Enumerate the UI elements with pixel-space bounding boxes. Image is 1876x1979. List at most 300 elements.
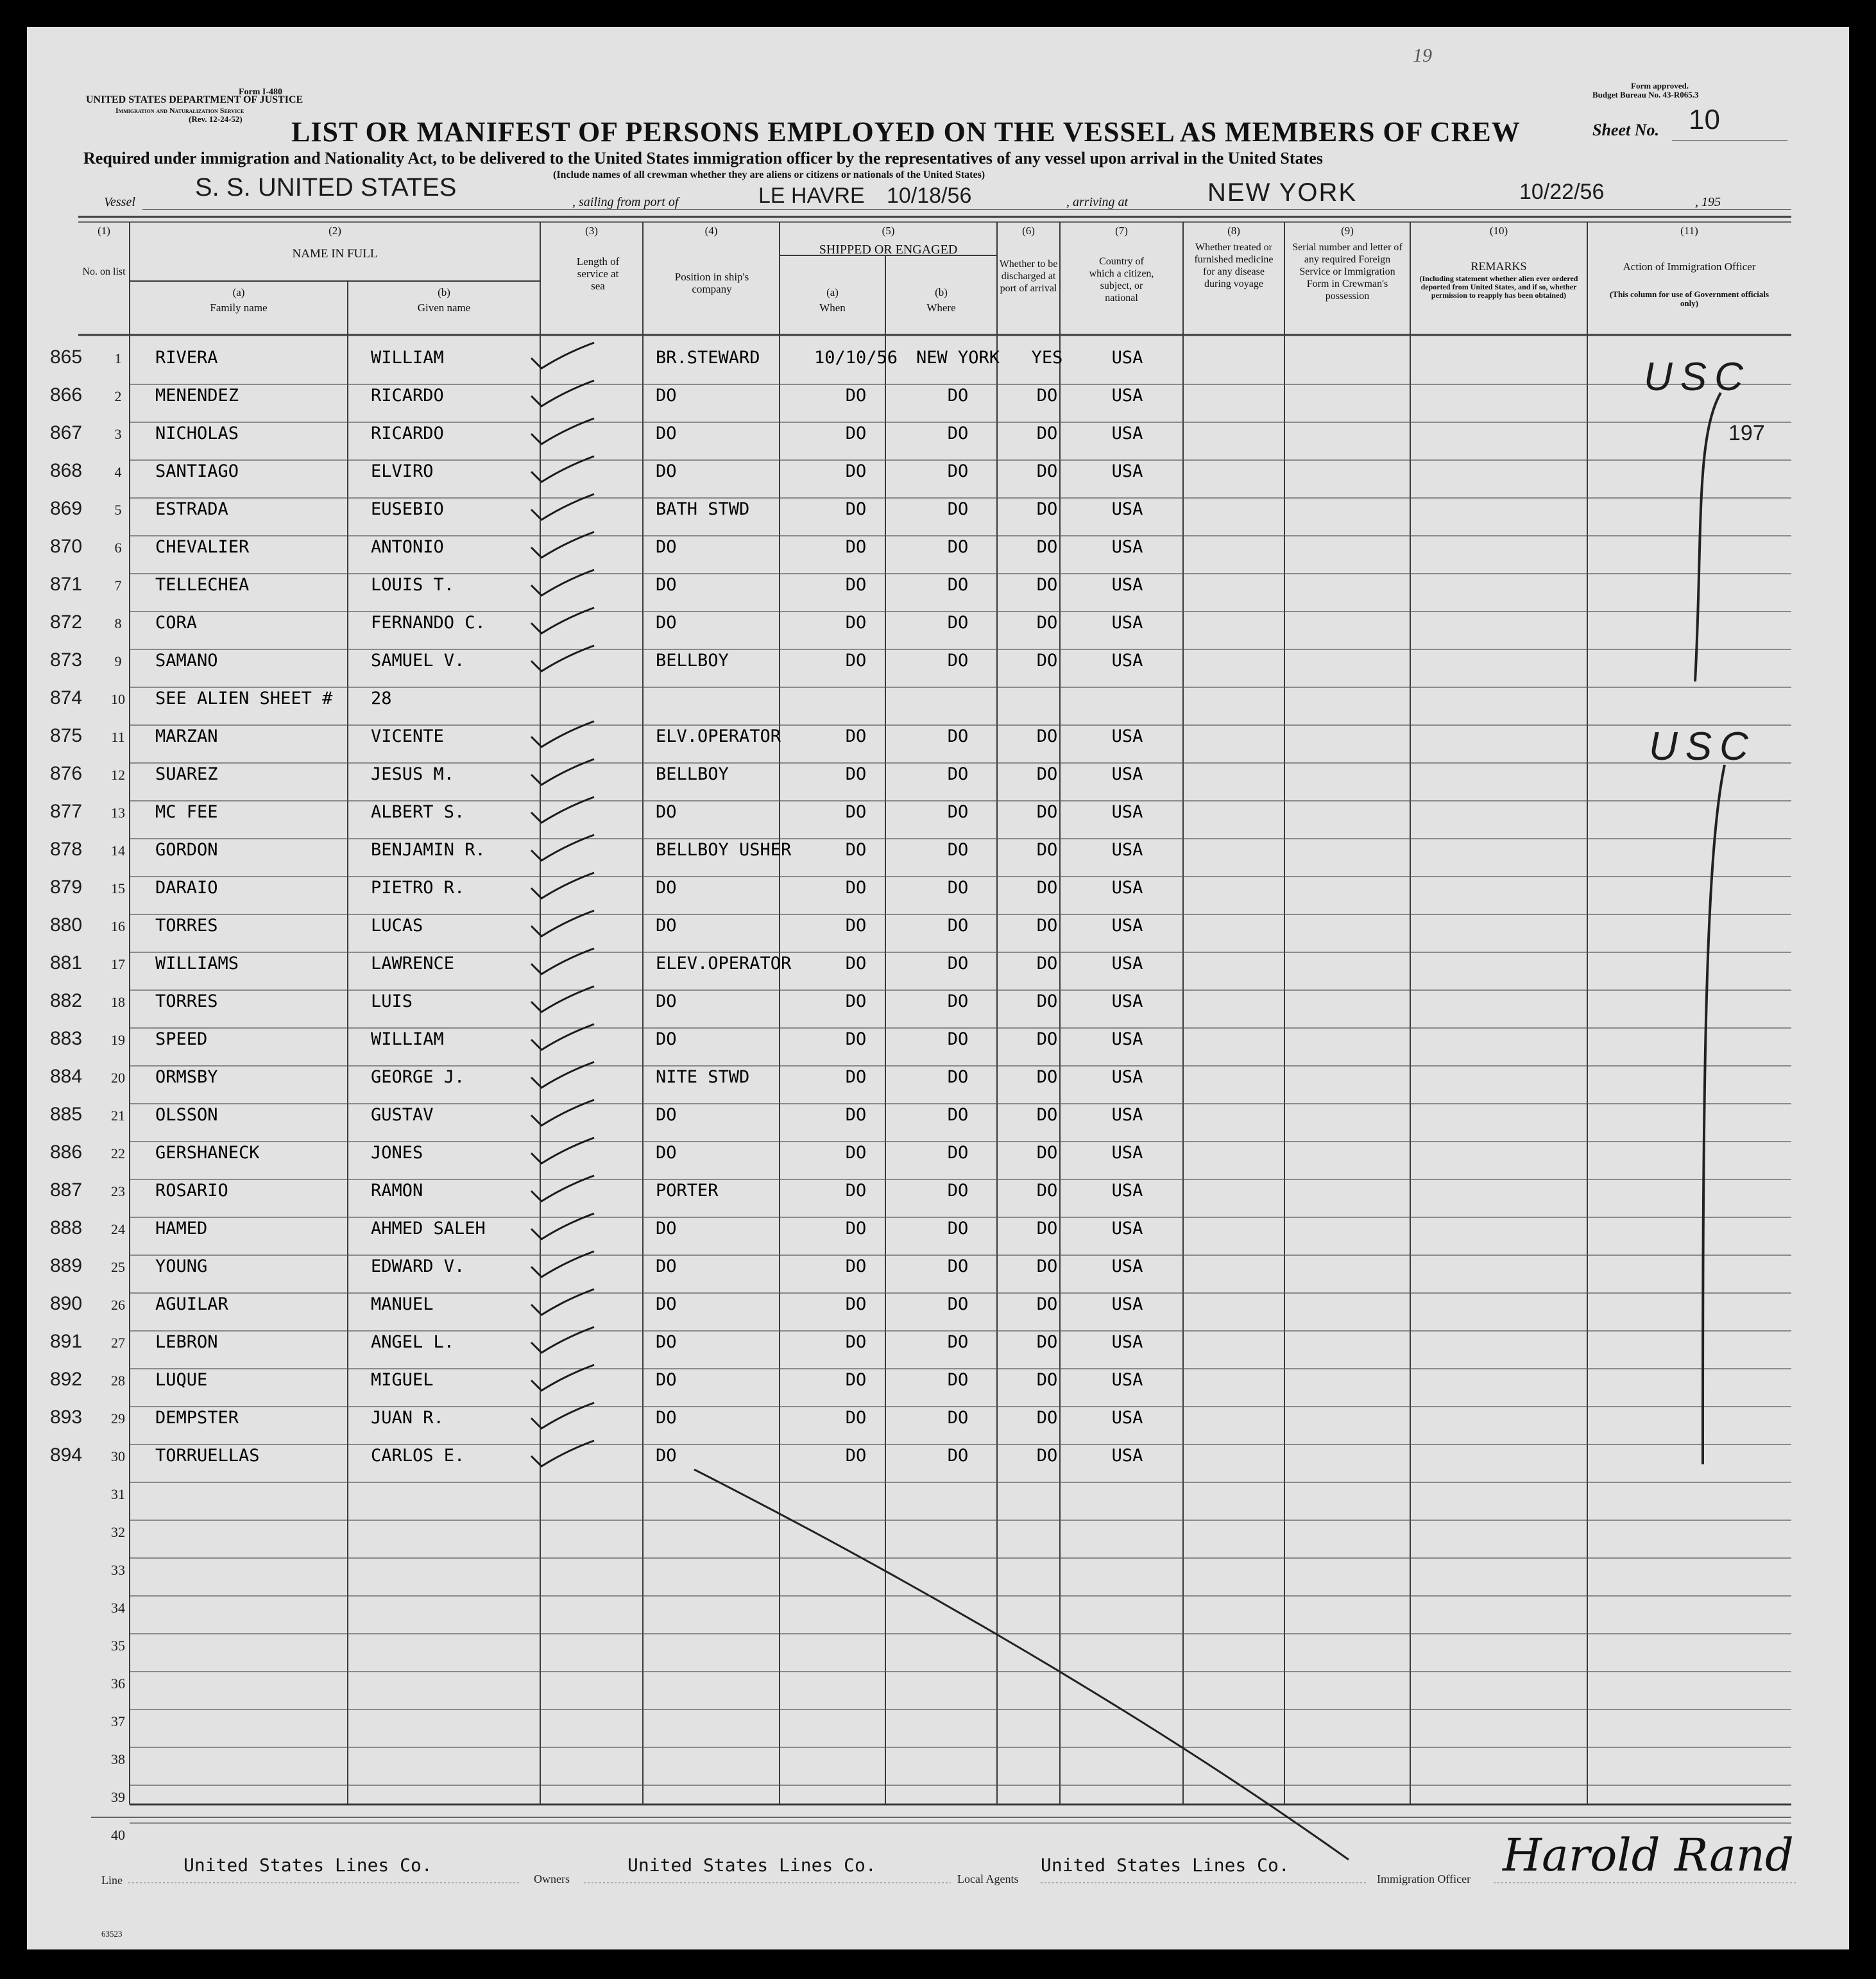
- discharged: DO: [1036, 1408, 1058, 1428]
- given-name: LUCAS: [371, 916, 423, 936]
- row-line-number: 37: [111, 1713, 125, 1729]
- col8-label: Whether treated or furnished medicine for any disease during voyage: [1194, 242, 1274, 289]
- given-name: VICENTE: [371, 726, 444, 746]
- col2b-number: (b): [438, 286, 450, 298]
- position: BELLBOY: [656, 651, 729, 671]
- shipped-when: DO: [845, 424, 867, 443]
- row-seq-number: 876: [50, 763, 83, 784]
- col5a-number: (a): [826, 286, 839, 298]
- sailing-label: , sailing from port of: [572, 195, 679, 209]
- form-number: Form I-480: [239, 87, 283, 97]
- row-line-number: 20: [111, 1070, 125, 1086]
- family-name: TORRUELLAS: [155, 1446, 260, 1466]
- row-line-number: 24: [111, 1221, 125, 1237]
- discharged: DO: [1036, 1143, 1058, 1163]
- country: USA: [1111, 916, 1143, 936]
- revision: (Rev. 12-24-52): [189, 114, 243, 124]
- position: BELLBOY: [656, 764, 729, 784]
- given-name: BENJAMIN R.: [371, 840, 486, 860]
- family-name: DARAIO: [155, 878, 218, 898]
- shipped-when: DO: [845, 1181, 867, 1201]
- shipped-when: DO: [845, 461, 867, 481]
- row-seq-number: 883: [50, 1028, 83, 1049]
- given-name: MIGUEL: [371, 1370, 434, 1390]
- family-name: YOUNG: [155, 1256, 208, 1276]
- country: USA: [1111, 461, 1143, 481]
- discharged: DO: [1036, 1219, 1058, 1238]
- position: BELLBOY USHER: [656, 840, 792, 860]
- row-line-number: 13: [111, 805, 125, 821]
- position: DO: [656, 1370, 677, 1390]
- row-line-number: 2: [114, 388, 122, 404]
- family-name: SUAREZ: [155, 764, 218, 784]
- family-name: AGUILAR: [155, 1294, 228, 1314]
- country: USA: [1111, 1332, 1143, 1352]
- discharged: DO: [1036, 1256, 1058, 1276]
- country: USA: [1111, 613, 1143, 633]
- shipped-when: DO: [845, 764, 867, 784]
- given-name: GUSTAV: [371, 1105, 434, 1125]
- position: DO: [656, 461, 677, 481]
- vessel-label: Vessel: [104, 195, 135, 209]
- shipped-when: DO: [845, 613, 867, 633]
- position: DO: [656, 537, 677, 557]
- col5-number: (5): [882, 225, 895, 237]
- position: DO: [656, 1408, 677, 1428]
- country: USA: [1111, 764, 1143, 784]
- row-seq-number: 878: [50, 839, 83, 860]
- given-name: RAMON: [371, 1181, 423, 1201]
- row-seq-number: 870: [50, 536, 83, 557]
- row-line-number: 19: [111, 1032, 125, 1048]
- country: USA: [1111, 1294, 1143, 1314]
- shipped-when: DO: [845, 954, 867, 973]
- shipped-where: DO: [947, 1219, 969, 1238]
- form-title: LIST OR MANIFEST OF PERSONS EMPLOYED ON THE VESSEL AS MEMBERS OF CREW: [291, 116, 1521, 148]
- agents-label: Local Agents: [957, 1872, 1019, 1885]
- col11-label: Action of Immigration Officer: [1623, 261, 1756, 273]
- shipped-when: DO: [845, 1370, 867, 1390]
- department: UNITED STATES DEPARTMENT OF JUSTICE: [86, 94, 303, 105]
- row-seq-number: 874: [50, 687, 83, 708]
- col1-label: No. on list: [82, 266, 126, 277]
- country: USA: [1111, 1029, 1143, 1049]
- discharged: DO: [1036, 386, 1058, 406]
- discharged: DO: [1036, 991, 1058, 1011]
- shipped-when: DO: [845, 1067, 867, 1087]
- row-seq-number: 865: [50, 347, 83, 368]
- sheet-number: 10: [1689, 104, 1720, 135]
- position: DO: [656, 1294, 677, 1314]
- position: ELEV.OPERATOR: [656, 954, 792, 973]
- col5b-label: Where: [926, 302, 956, 314]
- shipped-where: DO: [947, 878, 969, 898]
- row-line-number: 17: [111, 956, 125, 972]
- shipped-where: DO: [947, 1294, 969, 1314]
- row-line-number: 32: [111, 1524, 125, 1540]
- given-name: WILLIAM: [371, 1029, 444, 1049]
- shipped-where: DO: [947, 1029, 969, 1049]
- row-line-number: 28: [111, 1373, 125, 1389]
- row-seq-number: 892: [50, 1369, 83, 1390]
- officer-usc-mark-1: USC: [1644, 355, 1751, 399]
- col9-label: Serial number and letter of any required Foreign Service or Immigration Form in Crewman's possession: [1292, 242, 1403, 302]
- country: USA: [1111, 1181, 1143, 1201]
- row-seq-number: 885: [50, 1104, 83, 1125]
- position: DO: [656, 916, 677, 936]
- country: USA: [1111, 1408, 1143, 1428]
- family-name: MC FEE: [155, 802, 218, 822]
- form-note: (Include names of all crewman whether they are aliens or citizens or nationals of the United States): [553, 169, 985, 180]
- row-line-number: 31: [111, 1486, 125, 1502]
- row-line-number: 4: [114, 464, 122, 480]
- given-name: JESUS M.: [371, 764, 455, 784]
- port-to: NEW YORK: [1207, 178, 1358, 207]
- col11-note: (This column for use of Government officials only): [1609, 289, 1769, 308]
- given-name: AHMED SALEH: [371, 1219, 486, 1238]
- given-name: LAWRENCE: [371, 954, 455, 973]
- given-name: EDWARD V.: [371, 1256, 465, 1276]
- family-name: TELLECHEA: [155, 575, 250, 595]
- col5-label: SHIPPED OR ENGAGED: [819, 243, 958, 257]
- row-line-number: 12: [111, 767, 125, 783]
- country: USA: [1111, 386, 1143, 406]
- country: USA: [1111, 1256, 1143, 1276]
- discharged: DO: [1036, 1105, 1058, 1125]
- family-name: ROSARIO: [155, 1181, 228, 1201]
- position: DO: [656, 1256, 677, 1276]
- discharged: DO: [1036, 954, 1058, 973]
- family-name: GORDON: [155, 840, 218, 860]
- family-name: TORRES: [155, 991, 218, 1011]
- col7-number: (7): [1115, 225, 1128, 237]
- row-seq-number: 869: [50, 498, 83, 519]
- country: USA: [1111, 499, 1143, 519]
- col8-number: (8): [1227, 225, 1240, 237]
- country: USA: [1111, 878, 1143, 898]
- arriving-label: , arriving at: [1066, 195, 1129, 209]
- col3-label: Length of service at sea: [576, 255, 620, 292]
- shipped-where: DO: [947, 1105, 969, 1125]
- shipped-where: DO: [947, 424, 969, 443]
- discharged: DO: [1036, 1294, 1058, 1314]
- country: USA: [1111, 1067, 1143, 1087]
- row-line-number: 40: [111, 1827, 125, 1843]
- shipped-where: DO: [947, 1256, 969, 1276]
- sheet-label: Sheet No.: [1592, 121, 1659, 139]
- row-seq-number: 877: [50, 801, 83, 822]
- row-line-number: 22: [111, 1145, 125, 1161]
- form-approved: Form approved.: [1631, 81, 1689, 90]
- shipped-when: DO: [845, 726, 867, 746]
- position: DO: [656, 575, 677, 595]
- shipped-where: DO: [947, 1370, 969, 1390]
- row-seq-number: 886: [50, 1142, 83, 1163]
- row-line-number: 5: [114, 502, 122, 518]
- shipped-when: DO: [845, 575, 867, 595]
- shipped-when: DO: [845, 916, 867, 936]
- col2a-number: (a): [232, 286, 245, 298]
- row-line-number: 34: [111, 1600, 125, 1616]
- row-line-number: 11: [111, 729, 125, 745]
- col11-number: (11): [1680, 225, 1698, 237]
- given-name: EUSEBIO: [371, 499, 444, 519]
- shipped-where: DO: [947, 651, 969, 671]
- position: DO: [656, 1143, 677, 1163]
- row-line-number: 10: [111, 691, 125, 707]
- given-name: SAMUEL V.: [371, 651, 465, 671]
- shipped-where: DO: [947, 840, 969, 860]
- row-seq-number: 880: [50, 914, 83, 936]
- shipped-when: DO: [845, 802, 867, 822]
- row-line-number: 1: [114, 350, 122, 366]
- shipped-where: DO: [947, 726, 969, 746]
- discharged: DO: [1036, 424, 1058, 443]
- shipped-when: DO: [845, 537, 867, 557]
- given-name: JUAN R.: [371, 1408, 444, 1428]
- given-name: ANTONIO: [371, 537, 444, 557]
- row-line-number: 16: [111, 918, 125, 934]
- top-mark: 19: [1413, 45, 1432, 66]
- given-name: ANGEL L.: [371, 1332, 455, 1352]
- row-seq-number: 887: [50, 1179, 83, 1201]
- row-line-number: 3: [114, 426, 122, 442]
- family-name: ORMSBY: [155, 1067, 218, 1087]
- shipped-where: DO: [947, 1143, 969, 1163]
- country: USA: [1111, 1143, 1143, 1163]
- position: NITE STWD: [656, 1067, 750, 1087]
- position: DO: [656, 613, 677, 633]
- family-name: NICHOLAS: [155, 424, 239, 443]
- row-seq-number: 888: [50, 1217, 83, 1238]
- row-line-number: 38: [111, 1751, 125, 1767]
- country: USA: [1111, 424, 1143, 443]
- shipped-when: DO: [845, 840, 867, 860]
- shipped-where: DO: [947, 537, 969, 557]
- officer-count-mark: 197: [1728, 421, 1765, 445]
- row-line-number: 23: [111, 1183, 125, 1199]
- service-name: Immigration and Naturalization Service: [115, 106, 244, 115]
- shipped-when: DO: [845, 1408, 867, 1428]
- discharged: DO: [1036, 764, 1058, 784]
- family-name: DEMPSTER: [155, 1408, 239, 1428]
- col1-number: (1): [98, 225, 110, 237]
- shipped-when: DO: [845, 651, 867, 671]
- shipped-when: DO: [845, 991, 867, 1011]
- country: USA: [1111, 954, 1143, 973]
- discharged: DO: [1036, 802, 1058, 822]
- shipped-where: DO: [947, 1067, 969, 1087]
- col4-number: (4): [704, 225, 718, 237]
- shipped-where: DO: [947, 499, 969, 519]
- row-line-number: 30: [111, 1448, 125, 1464]
- col2a-label: Family name: [210, 302, 268, 314]
- shipped-where: DO: [947, 1446, 969, 1466]
- family-name: TORRES: [155, 916, 218, 936]
- row-line-number: 29: [111, 1410, 125, 1426]
- col3-number: (3): [585, 225, 598, 237]
- given-name: LUIS: [371, 991, 413, 1011]
- country: USA: [1111, 1219, 1143, 1238]
- row-seq-number: 873: [50, 649, 83, 671]
- col6-number: (6): [1022, 225, 1035, 237]
- given-name: PIETRO R.: [371, 878, 465, 898]
- discharged: YES: [1031, 348, 1063, 368]
- position: DO: [656, 878, 677, 898]
- discharged: DO: [1036, 651, 1058, 671]
- col10-note: (Including statement whether alien ever ordered deported from United States, and if so, whether permission to reapply has been obtained): [1419, 274, 1578, 300]
- country: USA: [1111, 991, 1143, 1011]
- shipped-when: DO: [845, 1029, 867, 1049]
- position: ELV.OPERATOR: [656, 726, 781, 746]
- family-name: SANTIAGO: [155, 461, 239, 481]
- shipped-when: DO: [845, 878, 867, 898]
- date-from: 10/18/56: [887, 184, 972, 208]
- shipped-where: DO: [947, 461, 969, 481]
- country: USA: [1111, 726, 1143, 746]
- discharged: DO: [1036, 840, 1058, 860]
- position: DO: [656, 386, 677, 406]
- family-name: ESTRADA: [155, 499, 228, 519]
- family-name: WILLIAMS: [155, 954, 239, 973]
- shipped-where: DO: [947, 764, 969, 784]
- given-name: 28: [371, 689, 392, 708]
- family-name: HAMED: [155, 1219, 208, 1238]
- given-name: GEORGE J.: [371, 1067, 465, 1087]
- country: USA: [1111, 575, 1143, 595]
- col10-number: (10): [1489, 225, 1508, 237]
- country: USA: [1111, 348, 1143, 368]
- position: BR.STEWARD: [656, 348, 760, 368]
- given-name: LOUIS T.: [371, 575, 455, 595]
- col9-number: (9): [1341, 225, 1354, 237]
- shipped-where: DO: [947, 386, 969, 406]
- row-seq-number: 881: [50, 952, 83, 973]
- family-name: SEE ALIEN SHEET #: [155, 689, 333, 708]
- shipped-where: DO: [947, 1408, 969, 1428]
- country: USA: [1111, 1370, 1143, 1390]
- row-line-number: 14: [111, 843, 125, 859]
- shipped-when: 10/10/56: [814, 348, 898, 368]
- shipped-where: NEW YORK: [916, 348, 1000, 368]
- row-line-number: 33: [111, 1562, 125, 1578]
- col2b-label: Given name: [417, 302, 471, 314]
- shipped-when: DO: [845, 386, 867, 406]
- position: BATH STWD: [656, 499, 750, 519]
- discharged: DO: [1036, 575, 1058, 595]
- given-name: JONES: [371, 1143, 423, 1163]
- given-name: ELVIRO: [371, 461, 434, 481]
- family-name: MENENDEZ: [155, 386, 239, 406]
- port-from: LE HAVRE: [758, 184, 865, 208]
- discharged: DO: [1036, 1332, 1058, 1352]
- discharged: DO: [1036, 726, 1058, 746]
- family-name: SAMANO: [155, 651, 218, 671]
- row-line-number: 27: [111, 1335, 125, 1351]
- family-name: MARZAN: [155, 726, 218, 746]
- row-seq-number: 891: [50, 1331, 83, 1352]
- position: DO: [656, 424, 677, 443]
- row-line-number: 7: [114, 578, 122, 594]
- given-name: WILLIAM: [371, 348, 444, 368]
- given-name: CARLOS E.: [371, 1446, 465, 1466]
- shipped-when: DO: [845, 1219, 867, 1238]
- country: USA: [1111, 840, 1143, 860]
- discharged: DO: [1036, 1181, 1058, 1201]
- position: DO: [656, 1446, 677, 1466]
- row-line-number: 21: [111, 1108, 125, 1124]
- given-name: FERNANDO C.: [371, 613, 486, 633]
- agents-value: United States Lines Co.: [1041, 1855, 1290, 1876]
- col2-label: NAME IN FULL: [292, 247, 378, 261]
- shipped-where: DO: [947, 916, 969, 936]
- discharged: DO: [1036, 1067, 1058, 1087]
- manifest-sheet: [27, 27, 1849, 1949]
- position: DO: [656, 1105, 677, 1125]
- shipped-when: DO: [845, 1446, 867, 1466]
- shipped-where: DO: [947, 613, 969, 633]
- row-line-number: 15: [111, 880, 125, 896]
- shipped-where: DO: [947, 954, 969, 973]
- discharged: DO: [1036, 613, 1058, 633]
- position: DO: [656, 802, 677, 822]
- family-name: SPEED: [155, 1029, 208, 1049]
- discharged: DO: [1036, 537, 1058, 557]
- discharged: DO: [1036, 499, 1058, 519]
- col6-label: Whether to be discharged at port of arrival: [999, 259, 1058, 294]
- form-subtitle: Required under immigration and Nationality Act, to be delivered to the United States immigration officer by the representatives of any vessel upon arrival in the United States: [83, 149, 1323, 167]
- row-seq-number: 889: [50, 1255, 83, 1276]
- row-seq-number: 893: [50, 1407, 83, 1428]
- officer-label: Immigration Officer: [1377, 1872, 1471, 1885]
- owners-value: United States Lines Co.: [627, 1855, 876, 1876]
- row-line-number: 36: [111, 1675, 125, 1692]
- row-line-number: 39: [111, 1789, 125, 1805]
- row-seq-number: 872: [50, 612, 83, 633]
- officer-usc-mark-2: USC: [1649, 724, 1756, 769]
- shipped-where: DO: [947, 802, 969, 822]
- family-name: LEBRON: [155, 1332, 218, 1352]
- col7-label: Country of which a citizen, subject, or national: [1089, 256, 1154, 304]
- row-line-number: 35: [111, 1638, 125, 1654]
- given-name: MANUEL: [371, 1294, 434, 1314]
- shipped-when: DO: [845, 1294, 867, 1314]
- given-name: RICARDO: [371, 424, 444, 443]
- row-line-number: 26: [111, 1297, 125, 1313]
- row-line-number: 8: [114, 615, 122, 631]
- discharged: DO: [1036, 1370, 1058, 1390]
- shipped-when: DO: [845, 499, 867, 519]
- row-seq-number: 884: [50, 1066, 83, 1087]
- line-label: Line: [101, 1874, 123, 1887]
- position: DO: [656, 1029, 677, 1049]
- family-name: LUQUE: [155, 1370, 208, 1390]
- family-name: GERSHANECK: [155, 1143, 260, 1163]
- owners-label: Owners: [534, 1872, 570, 1885]
- shipped-when: DO: [845, 1105, 867, 1125]
- printer-code: 63523: [101, 1929, 123, 1939]
- col2-number: (2): [328, 225, 341, 237]
- given-name: ALBERT S.: [371, 802, 465, 822]
- shipped-where: DO: [947, 991, 969, 1011]
- col10-label: REMARKS: [1471, 260, 1527, 273]
- family-name: RIVERA: [155, 348, 218, 368]
- country: USA: [1111, 1446, 1143, 1466]
- year-label: , 195: [1695, 195, 1721, 209]
- shipped-when: DO: [845, 1143, 867, 1163]
- discharged: DO: [1036, 878, 1058, 898]
- row-seq-number: 882: [50, 990, 83, 1011]
